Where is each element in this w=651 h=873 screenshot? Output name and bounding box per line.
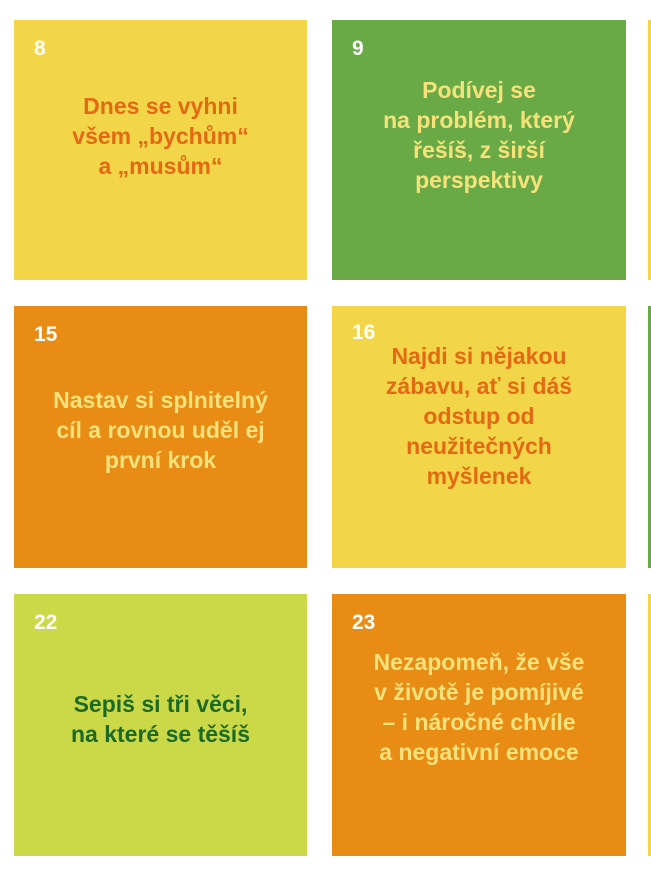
card-8	[14, 20, 307, 280]
card-number: 15	[34, 323, 58, 346]
card-text: Nezapomeň, že vše v životě je pomíjivé – i náročné chvíle a negativní emoce	[373, 649, 585, 765]
card-number: 16	[352, 321, 376, 344]
card-text: Najdi si nějakou zábavu, ať si dáš odstup od neužitečných myšlenek	[385, 343, 573, 489]
card-text: Nastav si splnitelný cíl a rovnou uděl ej první krok	[53, 387, 268, 473]
card-text: Dnes se vyhni všem „bychům“ a „musům“	[72, 93, 249, 179]
card-number: 9	[352, 37, 364, 60]
card-number: 8	[34, 37, 46, 60]
card-15	[14, 306, 307, 568]
card-9	[332, 20, 626, 280]
card-23	[332, 594, 626, 856]
card-number: 23	[352, 611, 376, 634]
card-text: Sepiš si tři věci, na které se těšíš	[70, 691, 250, 747]
card-22	[14, 594, 307, 856]
card-text: Podívej se na problém, který řešíš, z širší perspektivy	[383, 77, 575, 193]
card-number: 22	[34, 611, 58, 634]
card-16	[332, 306, 626, 568]
